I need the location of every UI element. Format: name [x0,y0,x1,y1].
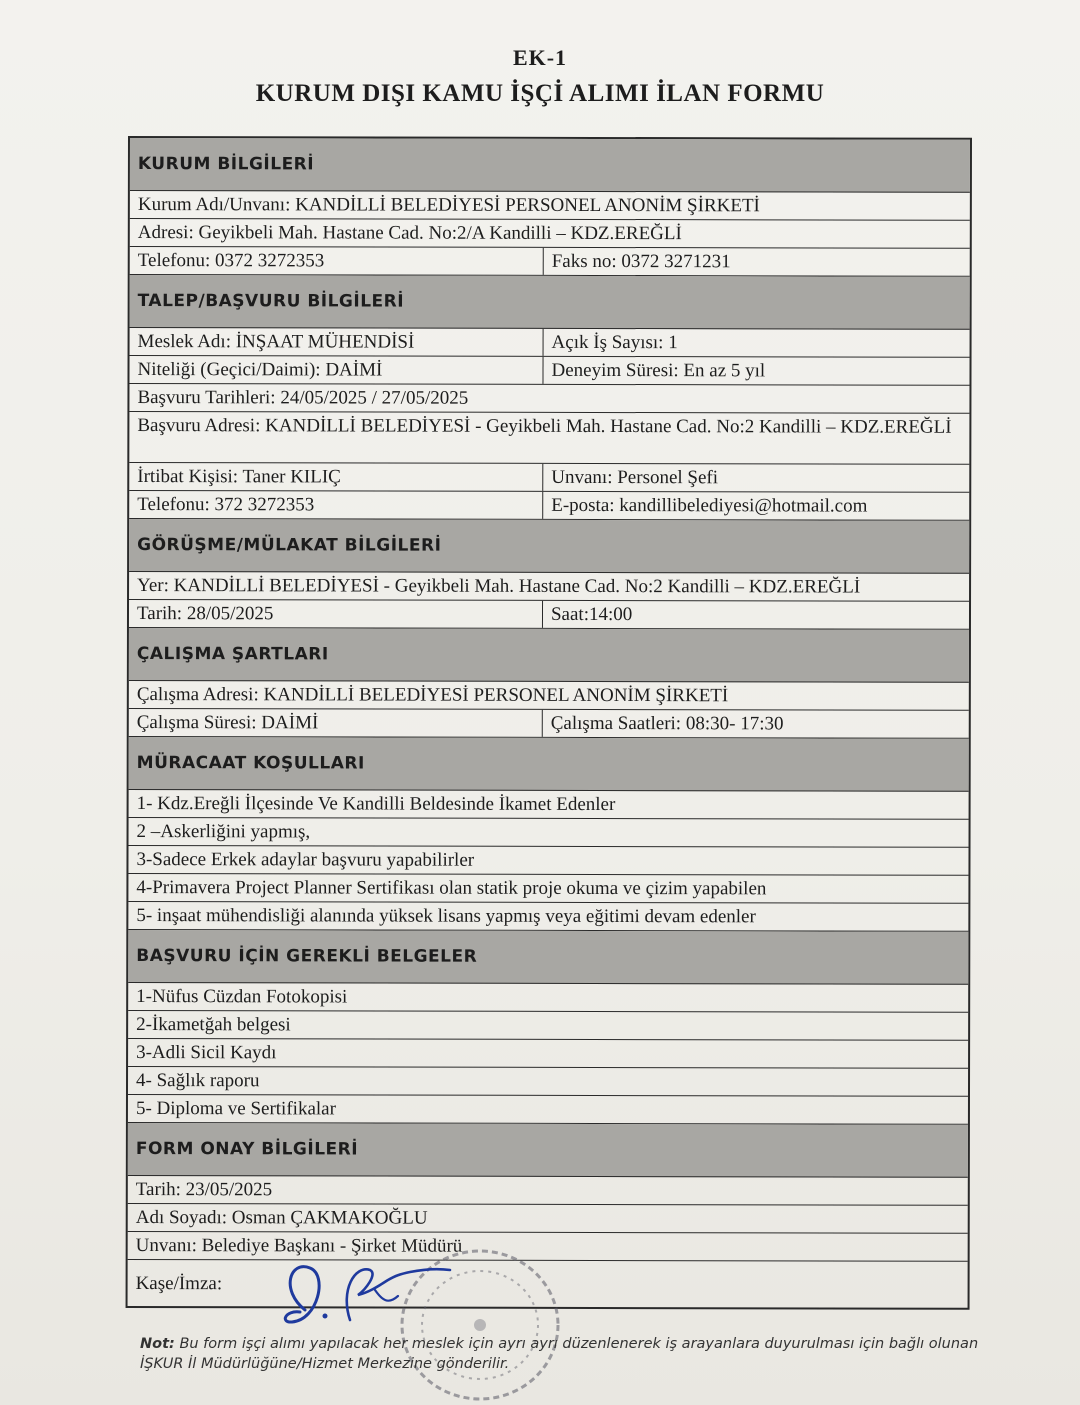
gorusme-yer-field: Yer: KANDİLLİ BELEDİYESİ - Geyikbeli Mah. Hastane Cad. No:2 Kandilli – KDZ.EREĞLİ [137,575,861,598]
list-item [128,1095,968,1125]
onay-tarih-field: Tarih: 23/05/2025 [135,1179,273,1201]
muracaat-kosul-4: 4-Primavera Project Planner Sertifikası olan statik proje okuma ve çizim yapabilen [136,877,767,900]
muracaat-kosul-1: 1- Kdz.Ereğli İlçesinde Ve Kandilli Beldesinde İkamet Edenler [136,793,616,816]
list-item [128,1067,968,1097]
signature-icon [270,1250,510,1340]
kurum-adi-field: Kurum Adı/Unvanı: KANDİLLİ BELEDİYESİ PERSONEL ANONİM ŞİRKETİ [137,194,760,217]
section-kurum-heading: KURUM BİLGİLERİ [130,138,970,193]
row-kurum-adi [130,191,970,221]
muracaat-kosul-3: 3-Sadece Erkek adaylar başvuru yapabilirler [136,849,475,871]
onay-adi-field: Adı Soyadı: Osman ÇAKMAKOĞLU [135,1207,428,1229]
row-onay-tarih [128,1176,968,1206]
kase-imza-field: Kaşe/İmza: [135,1272,223,1294]
row-calisma-adres [129,681,969,711]
row-basvuru-adresi [129,412,969,465]
gorusme-tarih-field: Tarih: 28/05/2025 [129,600,543,628]
list-item [128,874,968,904]
nitelik-field: Niteliği (Geçici/Daimi): DAİMİ [129,356,543,384]
irtibat-kisisi-field: İrtibat Kişisi: Taner KILIÇ [129,463,543,491]
row-kurum-iletisim [130,247,970,277]
list-item [129,818,969,848]
kurum-adres-field: Adresi: Geyikbeli Mah. Hastane Cad. No:2/A Kandilli – KDZ.EREĞLİ [137,222,682,245]
gorusme-saat-field: Saat:14:00 [550,603,633,626]
section-onay-heading: FORM ONAY BİLGİLERİ [128,1123,968,1178]
irtibat-unvan-field: Unvanı: Personel Şefi [551,466,719,489]
belge-5: 5- Diploma ve Sertifikalar [135,1098,336,1120]
row-gorusme-yer [129,572,969,602]
row-basvuru-tarihleri [129,384,969,414]
kurum-telefon-field: Telefonu: 0372 3272353 [130,247,544,275]
list-item [128,983,968,1013]
onay-unvan-field: Unvanı: Belediye Başkanı - Şirket Müdürü [135,1235,463,1257]
row-irtibat [129,463,969,493]
irtibat-eposta-field: E-posta: kandillibelediyesi@hotmail.com [551,494,868,517]
acik-is-field: Açık İş Sayısı: 1 [551,331,678,354]
row-meslek [130,328,970,358]
row-calisma-sure [129,709,969,739]
note-label: Not: [140,1336,175,1352]
list-item [129,790,969,820]
section-gorusme-heading: GÖRÜŞME/MÜLAKAT BİLGİLERİ [129,519,969,574]
list-item [128,846,968,876]
list-item [128,1011,968,1041]
row-nitelik [129,356,969,386]
row-irtibat-iletisim [129,491,969,521]
basvuru-adresi-field: Başvuru Adresi: KANDİLLİ BELEDİYESİ - Geyikbeli Mah. Hastane Cad. No:2 Kandilli – KDZ.EREĞLİ [137,415,952,438]
row-gorusme-zaman [129,600,969,630]
belge-4: 4- Sağlık raporu [135,1070,260,1092]
list-item [128,1039,968,1069]
calisma-adres-field: Çalışma Adresi: KANDİLLİ BELEDİYESİ PERSONEL ANONİM ŞİRKETİ [136,684,729,707]
calisma-saatleri-field: Çalışma Saatleri: 08:30- 17:30 [550,712,784,735]
note-text: Bu form işçi alımı yapılacak her meslek için ayrı ayrı düzenlenerek iş arayanlara duyurulması için bağlı olunan İŞKUR İl Müdürlüğüne/Hizmet Merkezine gönderilir. [140,1336,979,1372]
row-onay-adi [128,1204,968,1234]
muracaat-kosul-2: 2 –Askerliğini yapmış, [136,821,311,843]
form-note [140,1334,980,1374]
section-talep-heading: TALEP/BAŞVURU BİLGİLERİ [130,275,970,330]
row-kurum-adres [130,219,970,249]
belge-2: 2-İkametğah belgesi [136,1014,291,1036]
belge-3: 3-Adli Sicil Kaydı [136,1042,277,1064]
deneyim-field: Deneyim Süresi: En az 5 yıl [551,359,766,382]
belge-1: 1-Nüfus Cüzdan Fotokopisi [136,986,348,1008]
form-title: KURUM DIŞI KAMU İŞÇİ ALIMI İLAN FORMU [255,80,825,107]
muracaat-kosul-5: 5- inşaat mühendisliği alanında yüksek lisans yapmış veya eğitimi devam edenler [136,905,756,928]
list-item [128,902,968,932]
announcement-form-table [126,136,972,1310]
section-muracaat-heading: MÜRACAAT KOŞULLARI [129,737,969,792]
section-belgeler-heading: BAŞVURU İÇİN GEREKLİ BELGELER [128,930,968,985]
basvuru-tarihleri-field: Başvuru Tarihleri: 24/05/2025 / 27/05/2025 [137,387,469,409]
kurum-faks-field: Faks no: 0372 3271231 [551,250,731,273]
form-code: EK-1 [512,45,568,70]
calisma-sure-field: Çalışma Süresi: DAİMİ [129,709,543,737]
section-calisma-heading: ÇALIŞMA ŞARTLARI [129,628,969,683]
irtibat-telefon-field: Telefonu: 372 3272353 [129,491,543,519]
meslek-field: Meslek Adı: İNŞAAT MÜHENDİSİ [130,328,544,356]
